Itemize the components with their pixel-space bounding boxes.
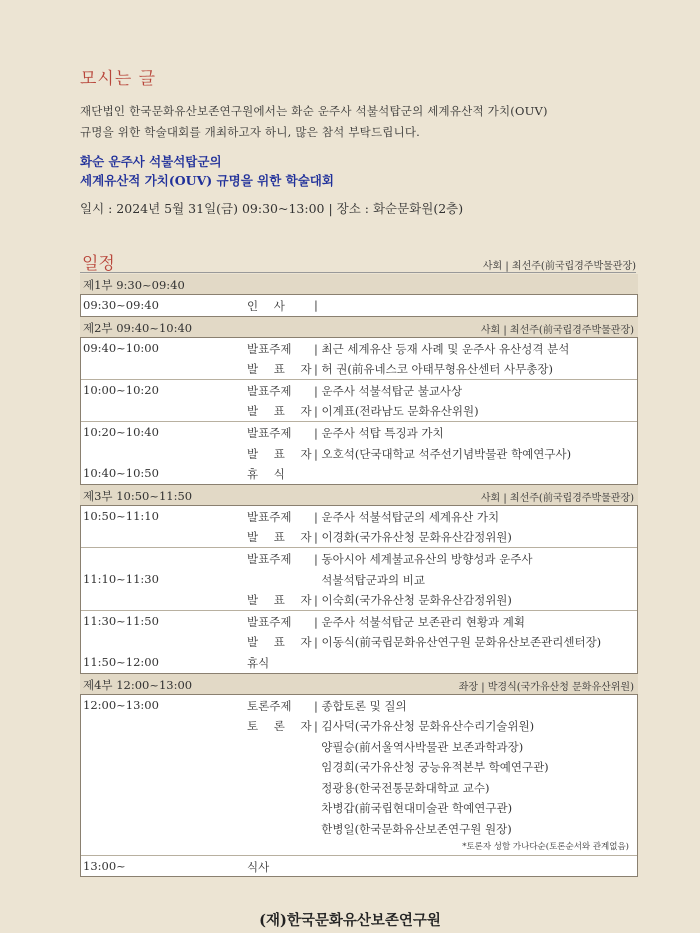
schedule-item — [81, 380, 637, 422]
detail-text: | 허 권(前유네스코 아태무형유산센터 사무총장) — [314, 362, 553, 377]
intro-line: 규명을 위한 학술대회를 개최하고자 하니, 많은 참석 부탁드립니다. — [80, 125, 421, 139]
detail-text: 정광용(한국전통문화대학교 교수) — [314, 780, 490, 795]
session-body — [80, 295, 638, 317]
schedule-line — [81, 422, 637, 443]
schedule-line — [81, 463, 637, 484]
role-label: 발표주제 — [247, 383, 292, 398]
role-label: 발표주제 — [247, 341, 292, 356]
role-label: 발 표 자 — [247, 362, 318, 377]
schedule-line — [81, 736, 637, 757]
role-label: 발 표 자 — [247, 446, 318, 461]
schedule-line — [81, 756, 637, 777]
session-title: 제2부 09:40~10:40 — [83, 320, 193, 335]
session-header — [80, 317, 638, 338]
session-title: 제1부 9:30~09:40 — [83, 278, 185, 292]
schedule-item — [81, 548, 637, 611]
role-label: 휴 식 — [247, 467, 291, 482]
role-label: 발표주제 — [247, 509, 292, 524]
schedule-item — [81, 695, 637, 856]
detail-text: 차병갑(前국립현대미술관 학예연구관) — [314, 801, 513, 816]
detail-text: | 운주사 석불석탑군 보존관리 현황과 계획 — [314, 614, 526, 629]
role-label: 인 사 — [247, 299, 291, 313]
time-slot: 11:10~11:30 — [83, 571, 159, 586]
detail-text: 석불석탑군과의 비교 — [314, 572, 425, 587]
time-slot: 10:00~10:20 — [83, 382, 159, 397]
detail-text: | 이동식(前국립문화유산연구원 문화유산보존관리센터장) — [314, 635, 602, 650]
session-header — [80, 485, 638, 506]
schedule-moderator: 사회 | 최선주(前국립경주박물관장) — [482, 261, 636, 272]
schedule-item — [81, 422, 637, 484]
detail-text: | 오호석(단국대학교 석주선기념박물관 학예연구사) — [314, 446, 572, 461]
schedule-line — [81, 338, 637, 359]
time-slot: 11:30~11:50 — [83, 613, 159, 628]
detail-text: | 김사덕(국가유산청 문화유산수리기술위원) — [314, 719, 535, 734]
detail-text: 임경희(국가유산청 궁능유적본부 학예연구관) — [314, 760, 549, 775]
time-slot: 10:50~11:10 — [83, 508, 159, 523]
schedule-line — [81, 295, 637, 316]
schedule-line — [81, 611, 637, 632]
invitation-title: 모시는 글 — [80, 69, 157, 89]
time-slot: 09:30~09:40 — [83, 298, 159, 312]
session-body — [80, 506, 638, 674]
role-label: 토 론 자 — [247, 719, 318, 734]
detail-text: | — [314, 298, 318, 312]
role-label: 휴식 — [247, 655, 270, 670]
schedule-title: 일정 — [82, 254, 115, 274]
schedule-line — [81, 569, 637, 590]
time-slot: 09:40~10:00 — [83, 340, 159, 355]
schedule-line — [81, 818, 637, 839]
time-slot: 10:40~10:50 — [83, 466, 159, 481]
schedule-line — [81, 715, 637, 736]
event-date-venue: 일시 : 2024년 5월 31일(금) 09:30~13:00 | 장소 : 화순문화원(2층) — [80, 201, 464, 216]
detail-text: | 이경화(국가유산청 문화유산감정위원) — [314, 530, 512, 545]
schedule-table — [80, 274, 638, 877]
detail-text: | 이계표(전라남도 문화유산위원) — [314, 404, 479, 419]
detail-text: | 운주사 석탑 특징과 가치 — [314, 425, 444, 440]
session-body — [80, 695, 638, 878]
event-name-line: 세계유산적 가치(OUV) 규명을 위한 학술대회 — [80, 173, 334, 188]
session-moderator: 사회 | 최선주(前국립경주박물관장) — [480, 492, 634, 504]
role-label: 발표주제 — [247, 425, 292, 440]
panel-order-note: *토론자 성함 가나다순(토론순서와 관계없음) — [462, 841, 629, 852]
schedule-item — [81, 338, 637, 380]
schedule-line — [81, 400, 637, 421]
schedule-line — [81, 358, 637, 379]
time-slot: 13:00~ — [83, 858, 126, 873]
role-label: 발 표 자 — [247, 593, 318, 608]
schedule-line — [81, 443, 637, 464]
session-moderator: 좌장 | 박경식(국가유산청 문화유산위원) — [458, 681, 634, 693]
role-label: 발표주제 — [247, 614, 292, 629]
role-label: 식사 — [247, 859, 270, 874]
event-name-line: 화순 운주사 석불석탑군의 — [80, 154, 222, 169]
detail-text: | 최근 세계유산 등재 사례 및 운주사 유산성격 분석 — [314, 341, 570, 356]
detail-text: 양필승(前서울역사박물관 보존과학과장) — [314, 739, 524, 754]
schedule-item — [81, 506, 637, 548]
schedule-line — [81, 526, 637, 547]
event-name — [80, 152, 334, 190]
session-header — [80, 674, 638, 695]
schedule-line — [81, 856, 637, 877]
session-moderator: 사회 | 최선주(前국립경주박물관장) — [480, 324, 634, 336]
schedule-line — [81, 631, 637, 652]
detail-text: | 동아시아 세계불교유산의 방향성과 운주사 — [314, 551, 533, 566]
session-header — [80, 274, 638, 295]
schedule-item — [81, 856, 637, 877]
detail-text: | 운주사 석불석탑군의 세계유산 가치 — [314, 509, 500, 524]
role-label: 발 표 자 — [247, 404, 318, 419]
detail-text: | 종합토론 및 질의 — [314, 698, 407, 713]
role-label: 발 표 자 — [247, 530, 318, 545]
schedule-line — [81, 652, 637, 673]
detail-text: | 운주사 석불석탑군 불교사상 — [314, 383, 463, 398]
detail-text: 한병일(한국문화유산보존연구원 원장) — [314, 822, 512, 837]
time-slot: 10:20~10:40 — [83, 424, 159, 439]
schedule-header — [80, 250, 636, 273]
intro-line: 재단법인 한국문화유산보존연구원에서는 화순 운주사 석불석탑군의 세계유산적 가치(OUV) — [80, 104, 548, 118]
role-label: 발표주제 — [247, 551, 292, 566]
time-slot: 12:00~13:00 — [83, 697, 159, 712]
invitation-intro — [80, 101, 548, 143]
schedule-item — [81, 295, 637, 316]
session-body — [80, 338, 638, 485]
schedule-line — [81, 589, 637, 610]
schedule-line — [81, 506, 637, 527]
schedule-line — [81, 797, 637, 818]
role-label: 발 표 자 — [247, 635, 318, 650]
schedule-line — [81, 548, 637, 569]
schedule-line — [81, 695, 637, 716]
schedule-line — [81, 777, 637, 798]
role-label: 토론주제 — [247, 698, 292, 713]
schedule-line — [81, 380, 637, 401]
session-title: 제4부 12:00~13:00 — [83, 677, 193, 692]
detail-text: | 이숙희(국가유산청 문화유산감정위원) — [314, 593, 512, 608]
session-title: 제3부 10:50~11:50 — [83, 488, 193, 503]
time-slot: 11:50~12:00 — [83, 654, 159, 669]
schedule-item — [81, 611, 637, 673]
organizer-footer: (재)한국문화유산보존연구원 — [259, 912, 441, 929]
